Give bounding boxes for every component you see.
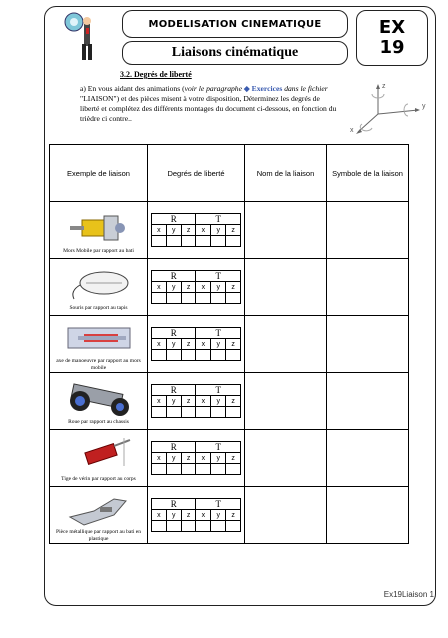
dof-cell[interactable] bbox=[211, 464, 226, 475]
translation-header: T bbox=[196, 442, 241, 453]
col-header-name: Nom de la liaison bbox=[245, 145, 327, 202]
liaison-name-input[interactable] bbox=[245, 316, 327, 373]
dof-cell-container bbox=[148, 316, 245, 373]
svg-text:z: z bbox=[382, 83, 386, 90]
dof-cell[interactable] bbox=[166, 350, 181, 361]
dof-cell[interactable] bbox=[211, 407, 226, 418]
dof-cell[interactable] bbox=[166, 521, 181, 532]
vise-jaw-icon bbox=[64, 208, 134, 248]
axis-label: x bbox=[152, 339, 167, 350]
axis-label: y bbox=[166, 282, 181, 293]
instructions-paragraph bbox=[80, 84, 338, 124]
dof-cell[interactable] bbox=[181, 350, 196, 361]
col-header-dof: Degrés de liberté bbox=[148, 145, 245, 202]
table-row bbox=[50, 430, 409, 487]
axis-label: x bbox=[196, 396, 211, 407]
axis-label: x bbox=[196, 510, 211, 521]
dof-grid bbox=[151, 384, 241, 418]
axis-label: x bbox=[196, 282, 211, 293]
dof-cell[interactable] bbox=[196, 521, 211, 532]
table-row bbox=[50, 316, 409, 373]
rotation-header: R bbox=[152, 271, 196, 282]
axis-label: z bbox=[181, 453, 196, 464]
liaison-symbol-input[interactable] bbox=[327, 373, 409, 430]
example-cell bbox=[50, 202, 148, 259]
dof-cell[interactable] bbox=[226, 236, 241, 247]
dof-cell[interactable] bbox=[152, 350, 167, 361]
dof-grid bbox=[151, 327, 241, 361]
mouse-icon bbox=[64, 265, 134, 305]
axis-label: z bbox=[181, 225, 196, 236]
intro-italic-2: dans le fichier bbox=[284, 84, 328, 93]
translation-header: T bbox=[196, 385, 241, 396]
axis-label: z bbox=[226, 339, 241, 350]
dof-cell[interactable] bbox=[152, 407, 167, 418]
svg-text:x: x bbox=[350, 127, 354, 134]
page-footer: Ex19Liaison 1 bbox=[383, 590, 434, 599]
axis-label: x bbox=[196, 339, 211, 350]
liaison-name-input[interactable] bbox=[245, 202, 327, 259]
axis-label: y bbox=[211, 453, 226, 464]
liaison-symbol-input[interactable] bbox=[327, 259, 409, 316]
dof-cell-container bbox=[148, 202, 245, 259]
dof-cell[interactable] bbox=[196, 407, 211, 418]
table-row bbox=[50, 373, 409, 430]
screw-shaft-icon bbox=[64, 318, 134, 358]
axis-label: z bbox=[181, 339, 196, 350]
liaison-name-input[interactable] bbox=[245, 430, 327, 487]
dof-cell[interactable] bbox=[181, 464, 196, 475]
axis-label: z bbox=[181, 396, 196, 407]
example-caption: Pièce métallique par rapport au bati en plastique bbox=[56, 529, 141, 542]
axis-label: z bbox=[226, 282, 241, 293]
dof-cell[interactable] bbox=[196, 236, 211, 247]
axis-label: z bbox=[226, 453, 241, 464]
example-caption: Mors Mobile par rapport au bati bbox=[63, 247, 134, 254]
dof-grid bbox=[151, 498, 241, 532]
axis-label: x bbox=[152, 396, 167, 407]
exercise-number-box bbox=[356, 10, 428, 66]
axis-label: y bbox=[166, 225, 181, 236]
page-title: Liaisons cinématique bbox=[122, 41, 348, 65]
dof-cell[interactable] bbox=[181, 293, 196, 304]
axis-label: z bbox=[181, 510, 196, 521]
dof-cell[interactable] bbox=[211, 521, 226, 532]
dof-cell[interactable] bbox=[152, 293, 167, 304]
liaison-symbol-input[interactable] bbox=[327, 316, 409, 373]
axis-label: y bbox=[166, 396, 181, 407]
col-header-symbol: Symbole de la liaison bbox=[327, 145, 409, 202]
wheel-icon bbox=[64, 379, 134, 419]
axis-label: y bbox=[211, 339, 226, 350]
table-header-row bbox=[50, 145, 409, 202]
axis-label: y bbox=[166, 510, 181, 521]
example-cell bbox=[50, 373, 148, 430]
dof-cell[interactable] bbox=[196, 293, 211, 304]
table-row bbox=[50, 259, 409, 316]
dof-cell[interactable] bbox=[152, 521, 167, 532]
axis-label: z bbox=[226, 510, 241, 521]
dof-cell[interactable] bbox=[226, 350, 241, 361]
section-heading: 3.2. Degrés de liberté bbox=[120, 70, 192, 79]
rotation-header: R bbox=[152, 385, 196, 396]
axis-label: z bbox=[226, 225, 241, 236]
dof-cell[interactable] bbox=[196, 350, 211, 361]
liaison-symbol-input[interactable] bbox=[327, 487, 409, 544]
dof-cell-container bbox=[148, 430, 245, 487]
dof-cell[interactable] bbox=[226, 407, 241, 418]
axis-label: y bbox=[211, 510, 226, 521]
exercise-number: 19 bbox=[379, 37, 405, 58]
axis-label: z bbox=[181, 282, 196, 293]
axis-label: y bbox=[166, 339, 181, 350]
example-cell bbox=[50, 316, 148, 373]
dof-grid bbox=[151, 441, 241, 475]
dof-cell[interactable] bbox=[226, 293, 241, 304]
liaison-name-input[interactable] bbox=[245, 487, 327, 544]
dof-cell[interactable] bbox=[166, 464, 181, 475]
exercise-label: EX bbox=[378, 17, 406, 38]
liaison-symbol-input[interactable] bbox=[327, 202, 409, 259]
translation-header: T bbox=[196, 271, 241, 282]
dof-cell[interactable] bbox=[181, 521, 196, 532]
axis-label: y bbox=[211, 396, 226, 407]
document-category: MODELISATION CINEMATIQUE bbox=[122, 10, 348, 38]
table-row bbox=[50, 202, 409, 259]
metal-part-icon bbox=[64, 489, 134, 529]
coordinate-triad-icon bbox=[338, 80, 436, 136]
rotation-header: R bbox=[152, 499, 196, 510]
dof-cell[interactable] bbox=[166, 407, 181, 418]
example-cell bbox=[50, 259, 148, 316]
dof-cell[interactable] bbox=[166, 293, 181, 304]
example-caption: Souris par rapport au tapis bbox=[69, 304, 128, 311]
dof-cell[interactable] bbox=[181, 236, 196, 247]
rotation-header: R bbox=[152, 328, 196, 339]
dof-cell-container bbox=[148, 487, 245, 544]
axis-label: x bbox=[152, 225, 167, 236]
exercises-link-label: Exercices bbox=[251, 84, 283, 93]
axis-label: y bbox=[211, 225, 226, 236]
rotation-header: R bbox=[152, 214, 196, 225]
intro-text-1: a) En vous aidant des animations ( bbox=[80, 84, 185, 93]
axis-label: y bbox=[166, 453, 181, 464]
dof-grid bbox=[151, 213, 241, 247]
translation-header: T bbox=[196, 214, 241, 225]
axis-label: x bbox=[196, 453, 211, 464]
dof-cell[interactable] bbox=[196, 464, 211, 475]
exercises-link[interactable]: ◆ Exercices bbox=[243, 84, 283, 93]
dof-cell[interactable] bbox=[166, 236, 181, 247]
dof-cell-container bbox=[148, 373, 245, 430]
dof-cell[interactable] bbox=[152, 236, 167, 247]
axis-label: y bbox=[211, 282, 226, 293]
dof-cell[interactable] bbox=[181, 407, 196, 418]
example-caption: axe de manoeuvre par rapport au mors mobile bbox=[56, 358, 141, 371]
dof-grid bbox=[151, 270, 241, 304]
axis-label: z bbox=[226, 396, 241, 407]
intro-italic-1: voir le paragraphe bbox=[184, 84, 242, 93]
dof-cell[interactable] bbox=[226, 521, 241, 532]
liaison-name-input[interactable] bbox=[245, 373, 327, 430]
liaison-table bbox=[49, 144, 409, 544]
example-caption: Tige de vérin par rapport au corps bbox=[61, 475, 136, 482]
axis-label: x bbox=[152, 510, 167, 521]
axis-label: x bbox=[152, 453, 167, 464]
table-row bbox=[50, 487, 409, 544]
rotation-header: R bbox=[152, 442, 196, 453]
liaison-name-input[interactable] bbox=[245, 259, 327, 316]
intro-text-2: "LIAISON") et des pièces misent à votre disposition, Déterminez les degrés de liberté et complétez des différents montages du document ci-dessous, en fonction du trièdre ci contre.. bbox=[80, 94, 337, 123]
dof-cell-container bbox=[148, 259, 245, 316]
example-cell bbox=[50, 430, 148, 487]
dof-cell[interactable] bbox=[211, 293, 226, 304]
example-cell bbox=[50, 487, 148, 544]
col-header-example: Exemple de liaison bbox=[50, 145, 148, 202]
cylinder-rod-icon bbox=[64, 436, 134, 476]
example-caption: Roue par rapport au chassis bbox=[68, 418, 129, 425]
dof-cell[interactable] bbox=[226, 464, 241, 475]
axis-label: x bbox=[196, 225, 211, 236]
svg-text:y: y bbox=[422, 103, 426, 110]
translation-header: T bbox=[196, 499, 241, 510]
mascot-logo-icon bbox=[60, 10, 106, 66]
dof-cell[interactable] bbox=[211, 350, 226, 361]
dof-cell[interactable] bbox=[211, 236, 226, 247]
liaison-symbol-input[interactable] bbox=[327, 430, 409, 487]
dof-cell[interactable] bbox=[152, 464, 167, 475]
axis-label: x bbox=[152, 282, 167, 293]
translation-header: T bbox=[196, 328, 241, 339]
